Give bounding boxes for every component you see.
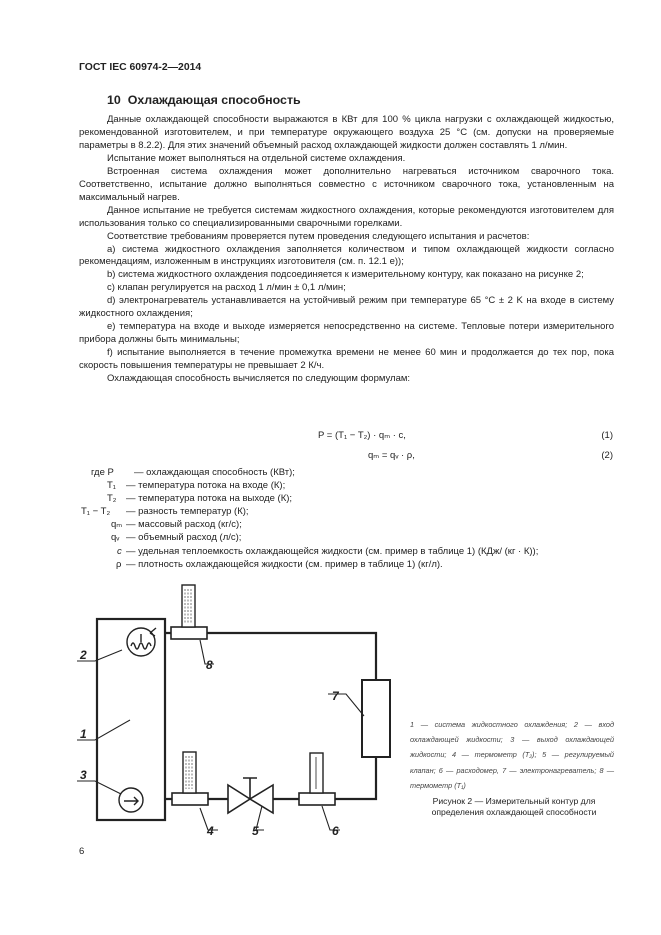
electric-heater xyxy=(362,680,390,757)
definition-symbol: qₘ xyxy=(111,519,123,531)
paragraph: Данные охлаждающей способности выражаются в КВт для 100 % цикла нагрузки с охлаждающей жидкостью, рекомендованной изготовителем, и при температуре окружающего воздуха 25 °С (см. допуски на проверяемые параметры в 8.2.2). Для этих значений объемный расход охлаждающей жидкости должен составлять 1 л/мин. xyxy=(79,114,614,151)
cooling-system-box xyxy=(97,619,165,820)
definition-text: — плотность охлаждающейся жидкости (см. пример в таблице 1) (кг/л). xyxy=(126,558,443,570)
callout-4: 4 xyxy=(207,824,214,838)
definition-symbol: T₁ − T₂ xyxy=(81,506,111,518)
definition-symbol: ρ xyxy=(116,558,122,570)
list-item-a: а) система жидкостного охлаждения заполняется количеством и типом охлаждающей жидкости согласно рекомендациям, изложенным в инструкциях изготовителя (см. п. 12.1 е)); xyxy=(79,243,614,268)
paragraph: Данное испытание не требуется системам жидкостного охлаждения, которые рекомендуются изготовителем для использования только со специализированными сварочными горелками. xyxy=(79,204,614,229)
definition-text: — объемный расход (л/с); xyxy=(126,532,242,544)
figure-legend: 1 — система жидкостного охлаждения; 2 — вход охлаждающей жидкости; 3 — выход охлаждающей жидкости; 4 — термометр (T₂); 5 — регулируемый клапан; 6 — расходомер, 7 — электронагреватель; 8 — термометр (T₁) xyxy=(410,720,614,790)
definition-symbol: qᵥ xyxy=(111,532,120,544)
list-item-e: е) температура на входе и выходе измеряется непосредственно на системе. Тепловые потери измерительного прибора должны быть минимальны; xyxy=(79,321,614,346)
figure-caption: Рисунок 2 — Измерительный контур для определения охлаждающей способности xyxy=(431,796,597,817)
callout-6: 6 xyxy=(332,824,339,838)
paragraph: Охлаждающая способность вычисляется по следующим формулам: xyxy=(107,373,411,385)
definition-text: — массовый расход (кг/с); xyxy=(126,519,242,531)
callout-3: 3 xyxy=(80,768,87,782)
definition-text: — температура потока на выходе (К); xyxy=(126,493,293,505)
definition-text: — охлаждающая способность (КВт); xyxy=(134,467,295,478)
paragraph: Соответствие требованиям проверяется путем проведения следующего испытания и расчетов: xyxy=(107,230,530,242)
callout-2: 2 xyxy=(80,648,87,662)
formula-2-number: (2) xyxy=(601,450,613,461)
coolant-inlet-symbol xyxy=(127,628,156,656)
definition-text: — температура потока на входе (К); xyxy=(126,480,286,492)
paragraph: Испытание может выполняться на отдельной системе охлаждения. xyxy=(107,152,406,164)
list-item-f: f) испытание выполняется в течение промежутка времени не менее 60 мин и продолжается до тех пор, пока скорость повышения температуры не превышает 2 К/ч. xyxy=(79,347,614,372)
callout-7: 7 xyxy=(332,689,339,703)
definition-symbol: T₂ xyxy=(107,493,117,505)
definition-text: — разность температур (К); xyxy=(126,506,249,518)
pipe-top xyxy=(165,633,376,680)
definition-text: — удельная теплоемкость охлаждающейся жидкости (см. пример в таблице 1) (КДж/ (кг · К)); xyxy=(126,545,539,557)
thermometer-t1 xyxy=(171,585,207,639)
list-item-b: b) система жидкостного охлаждения подсоединяется к измерительному контуру, как показано на рисунке 2; xyxy=(107,269,584,281)
standard-header: ГОСТ IEC 60974-2—2014 xyxy=(79,62,202,73)
section-title: Охлаждающая способность xyxy=(127,93,301,107)
section-number: 10 xyxy=(107,93,121,107)
page-number: 6 xyxy=(79,846,85,857)
callout-8: 8 xyxy=(206,658,213,672)
list-item-d: d) электронагреватель устанавливается на устойчивый режим при температуре 65 °С ± 2 K на входе в систему жидкостного охлаждения; xyxy=(79,295,614,320)
callout-5: 5 xyxy=(252,824,259,838)
formula-1-number: (1) xyxy=(601,430,613,441)
thermometer-t2 xyxy=(172,752,208,805)
list-item-c: c) клапан регулируется на расход 1 л/мин ± 0,1 л/мин; xyxy=(107,282,346,294)
regulating-valve xyxy=(228,778,273,813)
definition-symbol: где P xyxy=(91,467,114,478)
paragraph: Встроенная система охлаждения может дополнительно нагреваться источником сварочного тока. Соответственно, испытание должно выполняться совместно с источником сварочного тока, установленным на максимальный нагрев. xyxy=(79,165,614,203)
formula-2: qₘ = qᵥ · ρ, xyxy=(368,450,415,461)
definition-symbol: T₁ xyxy=(107,480,117,492)
definition-symbol: c xyxy=(117,545,122,557)
pipe-right-bottom xyxy=(335,757,376,799)
flowmeter xyxy=(299,753,335,805)
coolant-outlet-symbol xyxy=(119,788,143,812)
formula-1: P = (T₁ − T₂) · qₘ · c, xyxy=(318,430,406,441)
callout-1: 1 xyxy=(80,727,87,741)
